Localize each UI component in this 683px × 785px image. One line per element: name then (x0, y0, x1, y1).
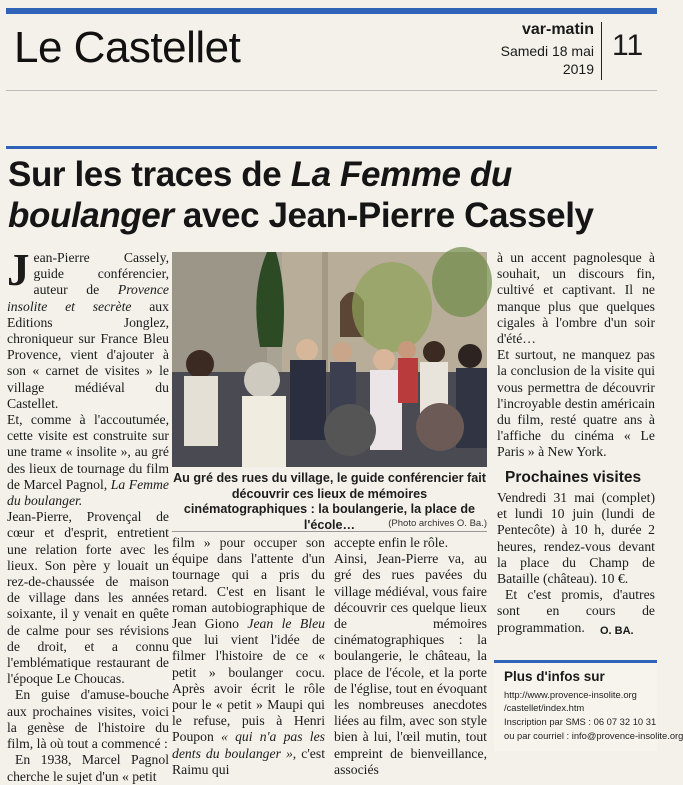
header-rule (6, 90, 657, 91)
group-visit-photo (172, 252, 487, 467)
info-box (494, 660, 683, 751)
paragraph: Ainsi, Jean-Pierre va, au gré des rues pavées du village médiéval, vous faire découvrir ces quelque lieux de mémoires cinématographiques : la boulangerie, le château, la place de l'école, et la porte de l'église, tout en évoquant les nombreuses anecdotes liées au film, avec son style bien à lui, l'œil mutin, tout empreint de bienveillance, associés (334, 551, 487, 777)
photo-credit: (Photo archives O. Ba.) (388, 518, 487, 529)
info-url-line-1[interactable]: http://www.provence-insolite.org (504, 689, 637, 700)
article-photo (172, 252, 487, 467)
paragraph: En guise d'amuse-bouche aux prochaines visites, voici la genèse de l'histoire du film, là où tout a commencé : (7, 687, 169, 752)
header-divider (601, 22, 602, 80)
masthead (470, 20, 594, 78)
paragraph: Jean-Pierre, Provençal de cœur et d'esprit, entretient une relation forte avec les lieux. Son père y louait un rez-de-chaussée de maison de village dans les années soixante, il y venait en quête de calme pour ses révisions de droit, et a connu l'emblématique restaurant de l'époque Le Choucas. (7, 509, 169, 687)
caption-rule (172, 531, 487, 532)
info-email-line[interactable]: ou par courriel : info@provence-insolite.org (504, 730, 683, 741)
paragraph: accepte enfin le rôle. (334, 535, 448, 550)
author-signature: O. BA. (600, 625, 634, 637)
photo-caption: Au gré des rues du village, le guide conférencier fait découvrir ces lieux de mémoires cinématographiques : la boulangerie, la place de l'école… (173, 471, 486, 532)
info-sms-line: Inscription par SMS : 06 07 32 10 31 (504, 716, 657, 727)
paragraph: En 1938, Marcel Pagnol cherche le sujet d'un « petit (7, 752, 169, 784)
headline-part-2: avec Jean-Pierre Cassely (173, 196, 594, 235)
paragraph: Jean-Pierre Cassely, guide conférencier, auteur de Provence insolite et secrète aux Editions Jonglez, chroniqueur sur France Bleu Provence, vient d'ajouter à son « carnet de visites » le village médiéval du Castellet. (7, 245, 169, 411)
issue-date: Samedi 18 mai 2019 (500, 43, 594, 77)
page-number: 11 (612, 29, 644, 62)
article-column-1 (7, 245, 169, 785)
drop-cap: J (7, 245, 30, 295)
headline-part-1: Sur les traces de (8, 155, 291, 194)
paragraph: à un accent pagnolesque à souhait, un discours fin, cultivé et captivant. Il ne manque plus que quelques cigales à l'ombre d'un soir d'été… (497, 250, 655, 347)
article-column-5 (497, 490, 655, 636)
article-column-2 (172, 535, 325, 778)
article-headline (8, 154, 658, 236)
article-rule (6, 146, 657, 149)
paragraph: Et, comme à l'accoutumée, cette visite est construite sur une trame « insolite », au gré des lieux de tournage du film de Marcel Pagnol, La Femme du boulanger. (7, 412, 169, 509)
upcoming-visits-heading: Prochaines visites (505, 469, 642, 486)
paragraph: Et surtout, ne manquez pas la conclusion de la visite qui vous permettra de découvrir l'incroyable destin américain du film, resté quatre ans à l'affiche du cinéma « Le Paris » à New York. (497, 347, 655, 460)
top-color-band (6, 8, 657, 14)
section-title: Le Castellet (14, 23, 241, 72)
paragraph: film » pour occuper son équipe dans l'attente d'un tournage qui a pris du retard. C'est en lisant le roman autobiographique de Jean Giono Jean le Bleu que lui vient l'idée de filmer l'histoire de ce « petit » boulanger cocu. Après avoir écrit le rôle pour le « petit » Maupi qui le refuse, puis à Henri Poupon « qui n'a pas les dents du boulanger », c'est Raimu qui (172, 535, 325, 777)
info-url-line-2[interactable]: /castellet/index.htm (504, 702, 585, 713)
info-box-title: Plus d'infos sur (504, 669, 605, 684)
newspaper-name: var-matin (521, 21, 594, 38)
paragraph: Vendredi 31 mai (complet) et lundi 10 juin (lundi de Pentecôte) à 10 h, durée 2 heures, rendez-vous devant la place du Champ de Bataille (château). 10 €. (497, 490, 655, 587)
headline-film-title: La Femme du boulanger (8, 155, 512, 235)
paragraph: Et c'est promis, d'autres sont en cours de programmation. (497, 587, 655, 635)
article-column-4 (497, 250, 655, 461)
article-column-3 (334, 535, 487, 778)
